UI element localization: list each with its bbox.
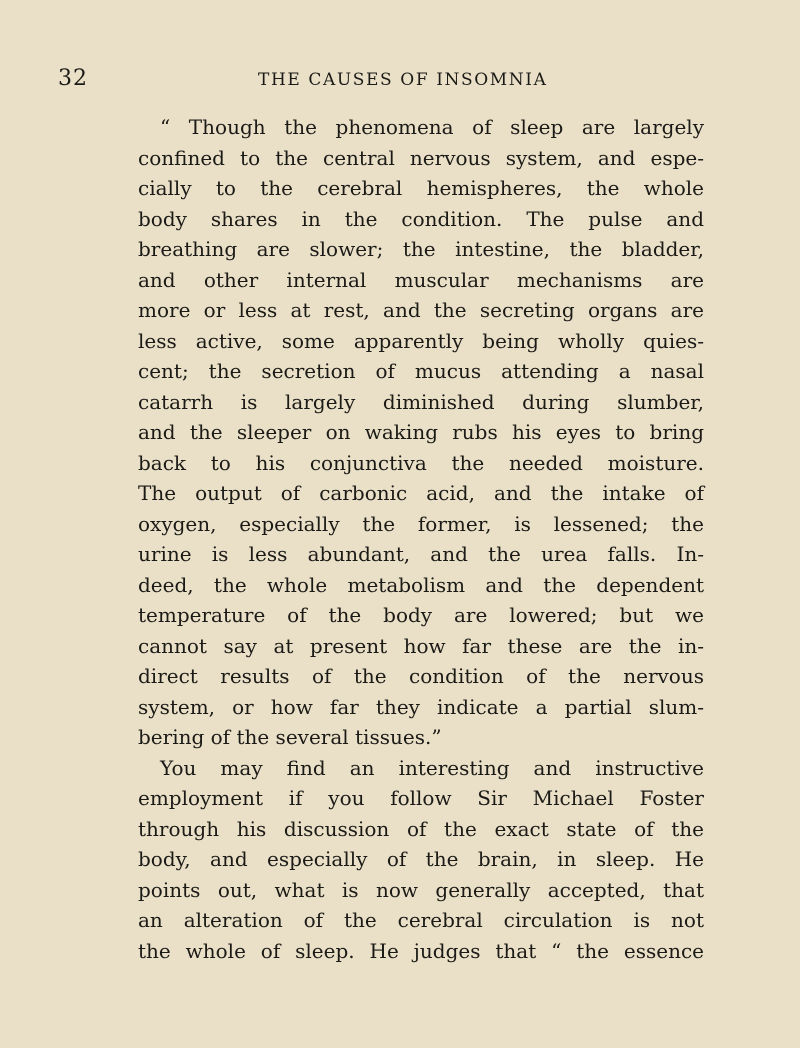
- text-line: cannot say at present how far these are the in-: [138, 633, 704, 658]
- text-line: points out, what is now generally accepted, that: [138, 877, 704, 902]
- text-line: breathing are slower; the intestine, the bladder,: [138, 237, 704, 261]
- text-line: direct results of the condition of the nervous: [138, 664, 704, 688]
- text-line: The output of carbonic acid, and the intake of: [138, 481, 704, 505]
- text-line: “ Though the phenomena of sleep are largely: [160, 115, 704, 139]
- page-number: 32: [58, 66, 88, 91]
- text-line: bering of the several tissues.”: [138, 725, 442, 749]
- text-line: and other internal muscular mechanisms are: [138, 267, 704, 292]
- text-line: an alteration of the cerebral circulation is not: [138, 908, 704, 932]
- text-line: deed, the whole metabolism and the dependent: [138, 572, 704, 597]
- text-line: through his discussion of the exact state of the: [138, 816, 704, 841]
- text-line: system, or how far they indicate a partial slum-: [138, 694, 704, 719]
- text-line: oxygen, especially the former, is lessened; the: [138, 511, 704, 536]
- text-line: urine is less abundant, and the urea falls. In-: [138, 542, 704, 566]
- text-line: catarrh is largely diminished during slumber,: [138, 389, 704, 414]
- text-line: body shares in the condition. The pulse and: [138, 206, 704, 231]
- text-line: the whole of sleep. He judges that “ the essence: [138, 938, 704, 963]
- text-line: cent; the secretion of mucus attending a nasal: [138, 359, 704, 383]
- text-line: less active, some apparently being wholly quies-: [138, 328, 704, 353]
- text-line: more or less at rest, and the secreting organs are: [138, 298, 704, 322]
- text-line: cially to the cerebral hemispheres, the whole: [138, 176, 704, 200]
- body-text: [138, 112, 704, 966]
- text-line: back to his conjunctiva the needed moisture.: [138, 450, 704, 475]
- text-line: You may find an interesting and instructive: [160, 755, 704, 780]
- text-line: and the sleeper on waking rubs his eyes to bring: [138, 420, 704, 444]
- text-line: employment if you follow Sir Michael Foster: [138, 786, 704, 810]
- text-line: temperature of the body are lowered; but we: [138, 603, 704, 627]
- running-head: THE CAUSES OF INSOMNIA: [258, 70, 548, 90]
- text-line: body, and especially of the brain, in sleep. He: [138, 847, 704, 871]
- text-line: confined to the central nervous system, and espe-: [138, 145, 704, 170]
